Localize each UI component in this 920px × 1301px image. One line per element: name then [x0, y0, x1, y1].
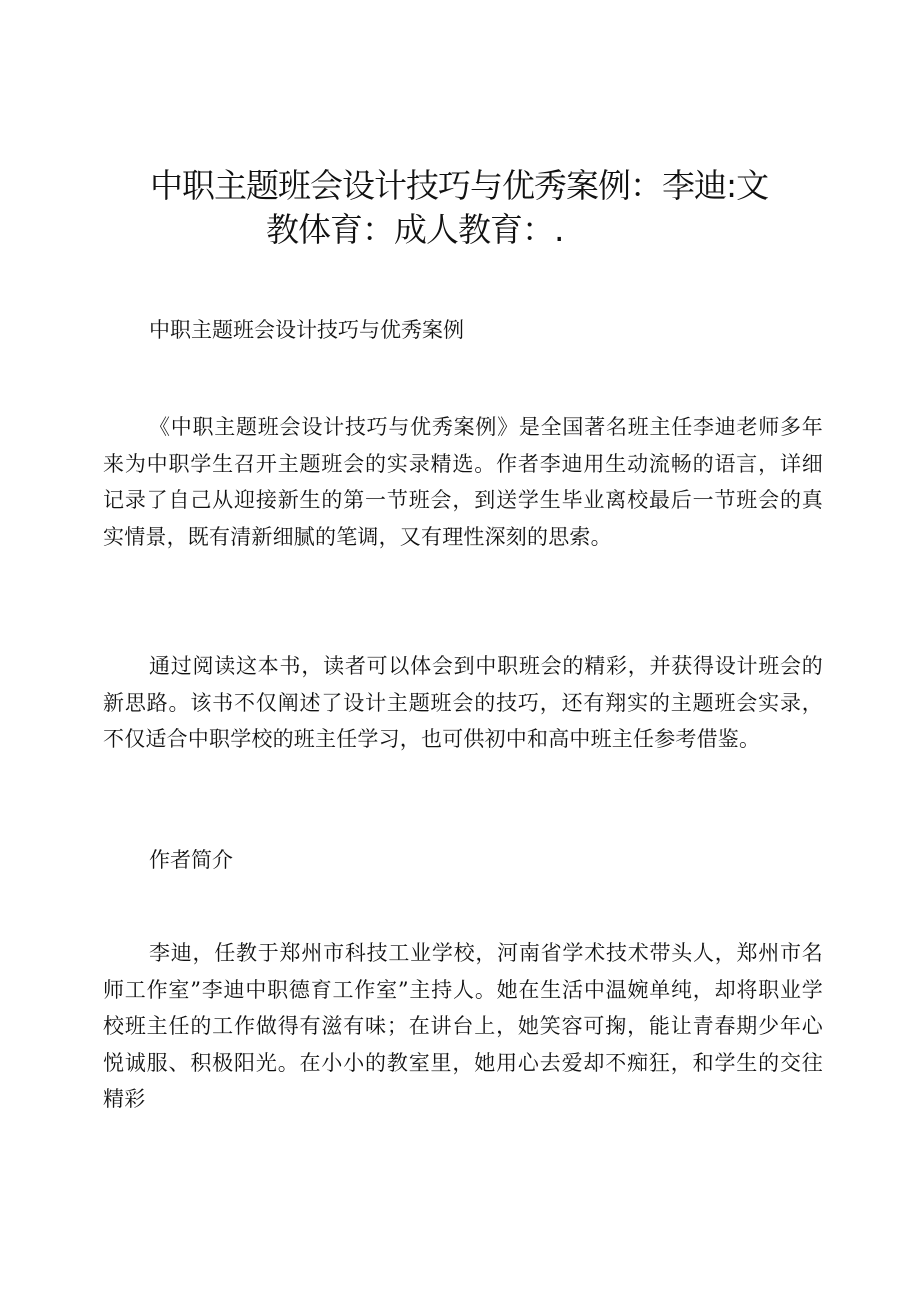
document-title	[100, 164, 820, 252]
intro-paragraph: 《中职主题班会设计技巧与优秀案例》是全国著名班主任李迪老师多年来为中职学生召开主题班会的实录精选。作者李迪用生动流畅的语言，详细记录了自己从迎接新生的第一节班会，到送学生毕业离校最后一节班会的真实情景，既有清新细腻的笔调，又有理性深刻的思索。	[103, 415, 823, 549]
author-paragraph: 李迪，任教于郑州市科技工业学校，河南省学术技术带头人，郑州市名师工作室”李迪中职德育工作室”主持人。她在生活中温婉单纯，却将职业学校班主任的工作做得有滋有味；在讲台上，她笑容可掬，能让青春期少年心悦诚服、积极阳光。在小小的教室里，她用心去爱却不痴狂，和学生的交往精彩	[103, 941, 823, 1111]
book-subtitle: 中职主题班会设计技巧与优秀案例	[149, 318, 464, 342]
title-line-2: 教体育：成人教育：.	[266, 210, 564, 249]
reading-paragraph: 通过阅读这本书，读者可以体会到中职班会的精彩，并获得设计班会的新思路。该书不仅阐述了设计主题班会的技巧，还有翔实的主题班会实录，不仅适合中职学校的班主任学习，也可供初中和高中班主任参考借鉴。	[103, 654, 823, 751]
author-section-heading: 作者简介	[149, 848, 233, 872]
title-line-1: 中职主题班会设计技巧与优秀案例：李迪:文	[150, 166, 769, 205]
